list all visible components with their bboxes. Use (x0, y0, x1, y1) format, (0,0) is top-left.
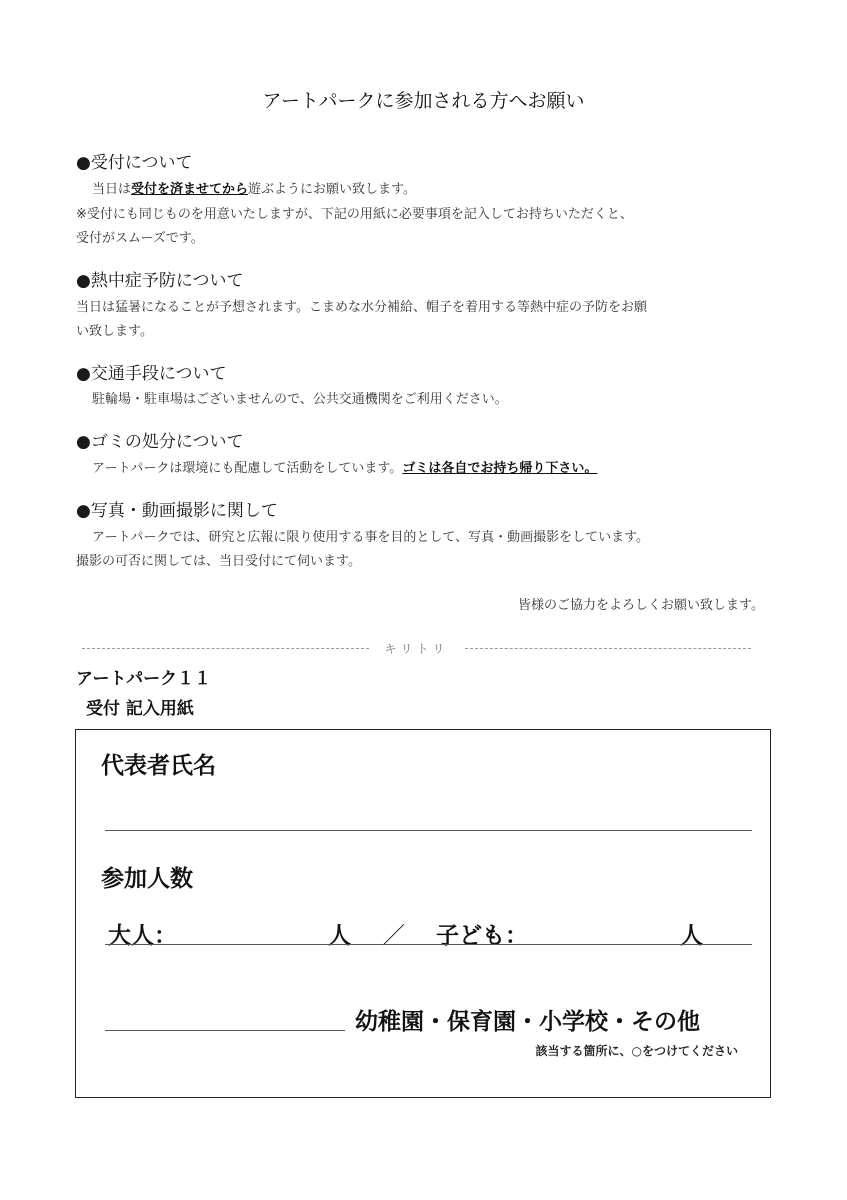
photo-line-2: 撮影の可否に関しては、当日受付にて伺います。 (76, 554, 361, 569)
adult-label: 大人： (108, 923, 177, 949)
reception-line-2: ※受付にも同じものを用意いたしますが、下記の用紙に必要事項を記入してお持ちいただくと、 (76, 207, 633, 222)
participant-count-label: 参加人数 (101, 866, 193, 892)
cut-dash-left (82, 648, 369, 649)
photo-line-1: アートパークでは、研究と広報に限り使用する事を目的として、写真・動画撮影をしています。 (92, 530, 650, 545)
section-heading-reception: ●受付について (76, 153, 193, 173)
section-heading-heatstroke: ●熱中症予防について (76, 271, 244, 291)
school-options: 幼稚園・保育園・小学校・その他 (355, 1009, 700, 1035)
form-subtitle: 受付 記入用紙 (86, 699, 194, 719)
page-title: アートパークに参加される方へお願い (262, 90, 585, 112)
school-note: 該当する箇所に、○をつけてください (535, 1044, 738, 1058)
cut-line (76, 640, 757, 657)
reception-line-1 (92, 178, 416, 197)
section-heading-garbage: ●ゴミの処分について (76, 432, 244, 452)
representative-name-label: 代表者氏名 (101, 753, 216, 779)
cut-label: キリトリ (384, 642, 449, 656)
school-blank-field[interactable] (105, 1030, 345, 1031)
garbage-line-1 (92, 457, 597, 476)
reception-line-1-post: 遊ぶようにお願い致します。 (248, 182, 416, 197)
adult-unit: 人 (328, 923, 351, 949)
count-separator: ／ (382, 923, 405, 949)
representative-name-field[interactable] (105, 830, 752, 831)
reception-line-3: 受付がスムーズです。 (76, 231, 204, 246)
heatstroke-line-2: い致します。 (76, 324, 153, 339)
garbage-line-1-pre: アートパークは環境にも配慮して活動をしています。 (92, 461, 403, 476)
participant-count-field[interactable] (105, 944, 752, 945)
form-box (75, 729, 771, 1098)
section-heading-photo: ●写真・動画撮影に関して (76, 501, 278, 521)
child-unit: 人 (680, 923, 703, 949)
reception-line-1-emphasis: 受付を済ませてから (131, 182, 249, 197)
form-title: アートパーク１１ (76, 669, 212, 689)
garbage-line-1-emphasis: ゴミは各自でお持ち帰り下さい。 (402, 461, 598, 476)
cut-dash-right (465, 648, 752, 649)
reception-line-1-pre: 当日は (92, 182, 132, 197)
heatstroke-line-1: 当日は猛暑になることが予想されます。こまめな水分補給、帽子を着用する等熱中症の予防をお願 (76, 300, 647, 315)
closing-text: 皆様のご協力をよろしくお願い致します。 (518, 598, 764, 613)
child-label: 子ども： (436, 923, 528, 949)
transport-line-1: 駐輪場・駐車場はございませんので、公共交通機関をご利用ください。 (92, 392, 508, 407)
section-heading-transport: ●交通手段について (76, 364, 227, 384)
